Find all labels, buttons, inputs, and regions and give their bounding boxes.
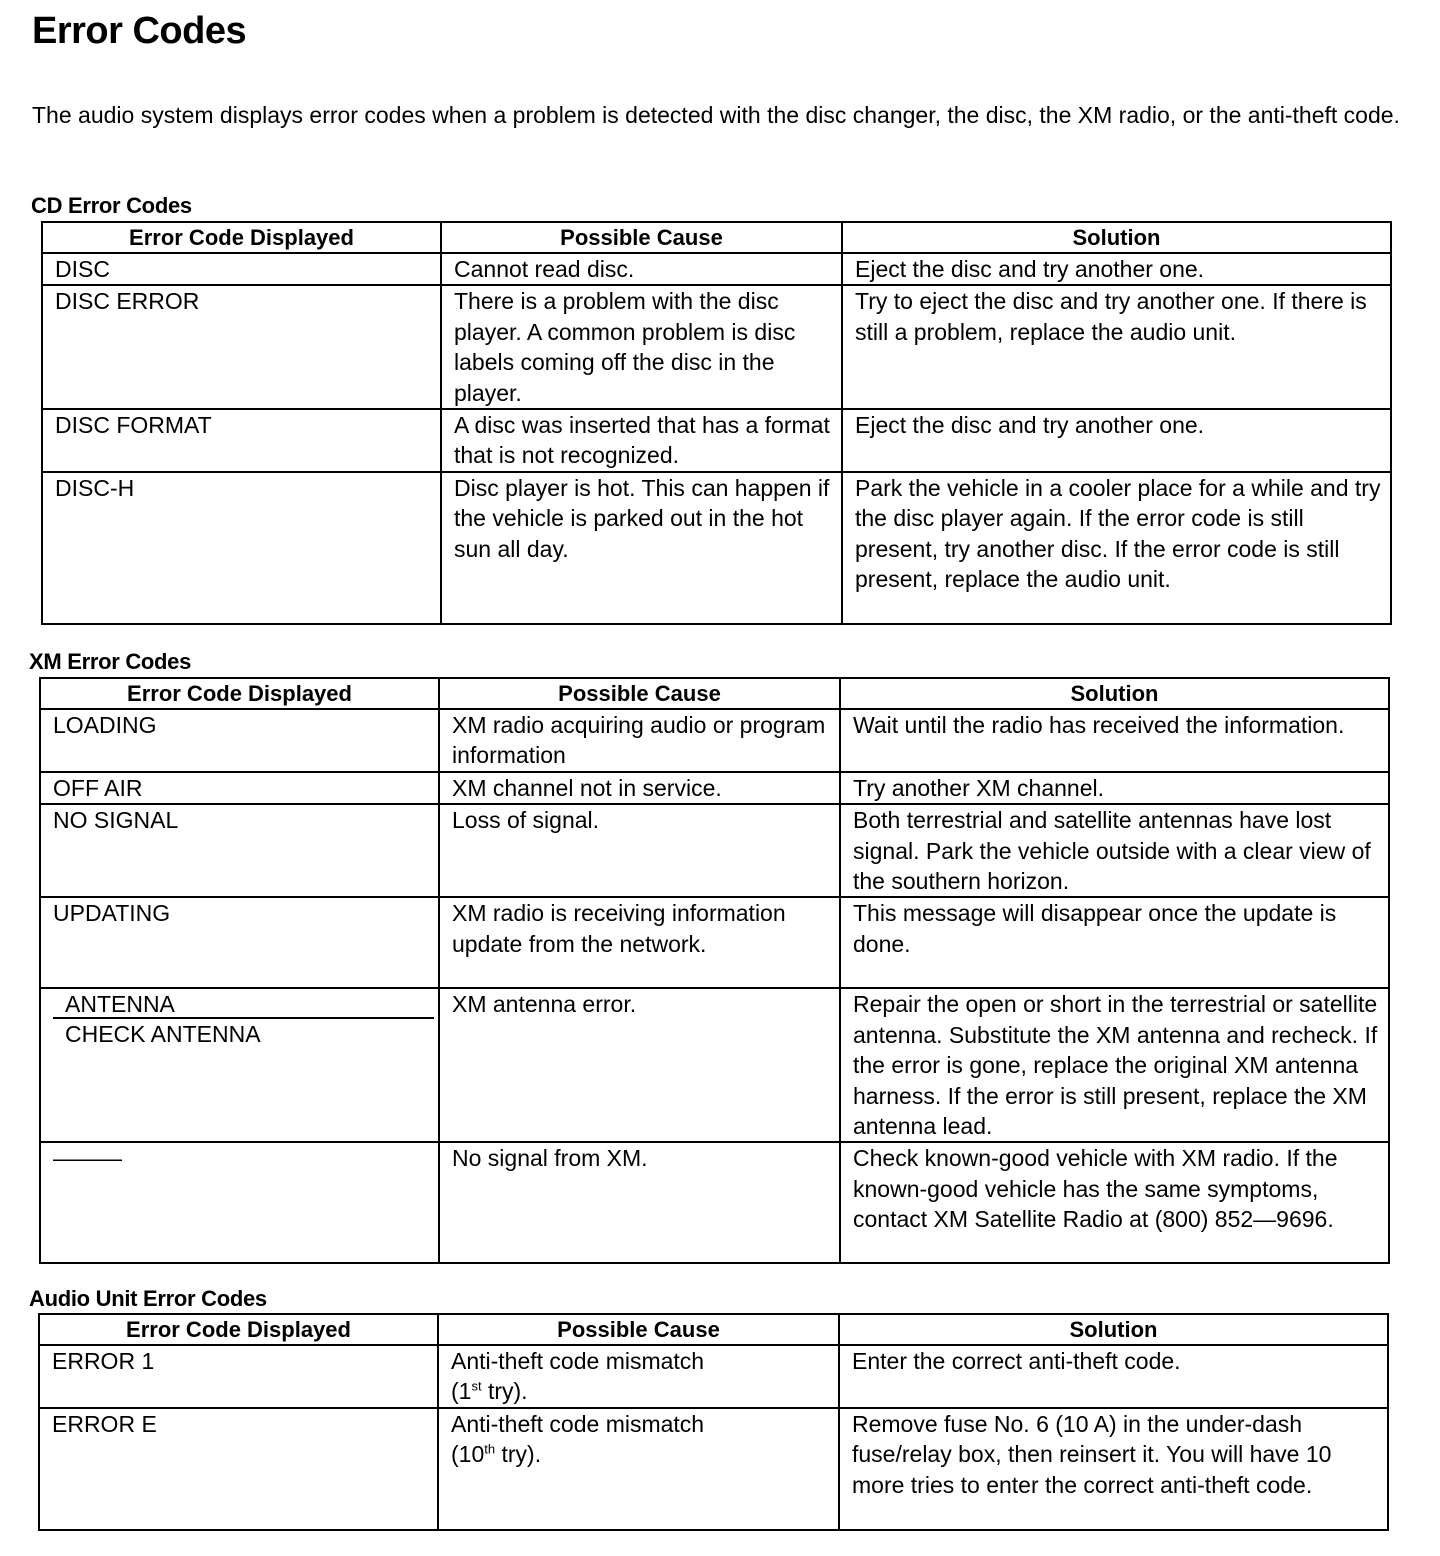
audio-unit-error-table — [38, 1313, 1389, 1531]
possible-cause: Cannot read disc. — [441, 253, 842, 285]
column-header-code: Error Code Displayed — [42, 222, 441, 253]
possible-cause: XM radio is receiving information update from the network. — [439, 897, 840, 988]
error-code-check-antenna: CHECK ANTENNA — [65, 1021, 261, 1048]
solution: Enter the correct anti-theft code. — [839, 1345, 1388, 1408]
ordinal-suffix: th — [484, 1441, 496, 1457]
audio-unit-section-title: Audio Unit Error Codes — [29, 1286, 267, 1311]
table-row — [42, 409, 1391, 472]
error-code: DISC-H — [42, 472, 441, 624]
solution: Park the vehicle in a cooler place for a while and try the disc player again. If the error code is still present, try another disc. If the error code is still present, replace the audio unit. — [842, 472, 1391, 624]
possible-cause — [438, 1345, 839, 1408]
possible-cause: XM antenna error. — [439, 988, 840, 1142]
solution: Try to eject the disc and try another one. If there is still a problem, replace the audio unit. — [842, 285, 1391, 409]
table-row — [42, 472, 1391, 624]
column-header-cause: Possible Cause — [441, 222, 842, 253]
table-row — [42, 253, 1391, 285]
possible-cause — [438, 1408, 839, 1530]
page-title: Error Codes — [32, 10, 247, 52]
possible-cause: There is a problem with the disc player. A common problem is disc labels coming off the disc in the player. — [441, 285, 842, 409]
error-code: LOADING — [40, 709, 439, 772]
column-header-solution: Solution — [842, 222, 1391, 253]
error-code: ERROR 1 — [39, 1345, 438, 1408]
possible-cause: A disc was inserted that has a format that is not recognized. — [441, 409, 842, 472]
error-code — [40, 988, 439, 1142]
possible-cause: Disc player is hot. This can happen if the vehicle is parked out in the hot sun all day. — [441, 472, 842, 624]
intro-paragraph: The audio system displays error codes when a problem is detected with the disc changer, the disc, the XM radio, or the anti-theft code. — [32, 102, 1400, 128]
error-code-antenna: ANTENNA — [53, 989, 434, 1019]
table-header-row — [40, 678, 1389, 709]
cd-error-table — [41, 221, 1392, 625]
cause-try-close: try). — [495, 1441, 542, 1468]
ordinal-suffix: st — [471, 1378, 482, 1394]
error-code: DISC FORMAT — [42, 409, 441, 472]
solution: Eject the disc and try another one. — [842, 409, 1391, 472]
solution: Wait until the radio has received the information. — [840, 709, 1389, 772]
table-row — [40, 897, 1389, 988]
cause-try-open: (1 — [451, 1378, 472, 1405]
error-code: OFF AIR — [40, 772, 439, 804]
cause-try-close: try). — [481, 1378, 528, 1405]
column-header-solution: Solution — [839, 1314, 1388, 1345]
error-code: DISC — [42, 253, 441, 285]
table-header-row — [39, 1314, 1388, 1345]
error-code: UPDATING — [40, 897, 439, 988]
table-row — [40, 1142, 1389, 1263]
solution: Check known-good vehicle with XM radio. If the known-good vehicle has the same symptoms, contact XM Satellite Radio at (800) 852—9696. — [840, 1142, 1389, 1263]
cause-text: Anti-theft code mismatch — [451, 1410, 705, 1437]
xm-section-title: XM Error Codes — [29, 649, 192, 674]
table-row — [40, 804, 1389, 897]
solution: Try another XM channel. — [840, 772, 1389, 804]
error-code: ERROR E — [39, 1408, 438, 1530]
cd-section-title: CD Error Codes — [31, 193, 192, 218]
column-header-code: Error Code Displayed — [40, 678, 439, 709]
cause-text: Anti-theft code mismatch — [451, 1348, 705, 1374]
cause-try-open: (10 — [451, 1441, 485, 1468]
table-row — [40, 772, 1389, 804]
solution: Eject the disc and try another one. — [842, 253, 1391, 285]
possible-cause: XM radio acquiring audio or program information — [439, 709, 840, 772]
column-header-cause: Possible Cause — [438, 1314, 839, 1345]
error-code: DISC ERROR — [42, 285, 441, 409]
possible-cause: XM channel not in service. — [439, 772, 840, 804]
table-header-row — [42, 222, 1391, 253]
table-row — [40, 709, 1389, 772]
xm-error-table — [39, 677, 1390, 1264]
column-header-cause: Possible Cause — [439, 678, 840, 709]
column-header-code: Error Code Displayed — [39, 1314, 438, 1345]
table-row — [39, 1408, 1388, 1530]
table-row — [40, 988, 1389, 1142]
solution: Repair the open or short in the terrestrial or satellite antenna. Substitute the XM antenna and recheck. If the error is gone, replace the original XM antenna harness. If the error is still present, replace the XM antenna lead. — [840, 988, 1389, 1142]
error-code: ——— — [40, 1142, 439, 1263]
table-row — [39, 1345, 1388, 1408]
table-row — [42, 285, 1391, 409]
solution: Both terrestrial and satellite antennas have lost signal. Park the vehicle outside with a clear view of the southern horizon. — [840, 804, 1389, 897]
possible-cause: No signal from XM. — [439, 1142, 840, 1263]
solution: Remove fuse No. 6 (10 A) in the under-dash fuse/relay box, then reinsert it. You will have 10 more tries to enter the correct anti-theft code. — [839, 1408, 1388, 1530]
column-header-solution: Solution — [840, 678, 1389, 709]
error-code: NO SIGNAL — [40, 804, 439, 897]
solution: This message will disappear once the update is done. — [840, 897, 1389, 988]
possible-cause: Loss of signal. — [439, 804, 840, 897]
